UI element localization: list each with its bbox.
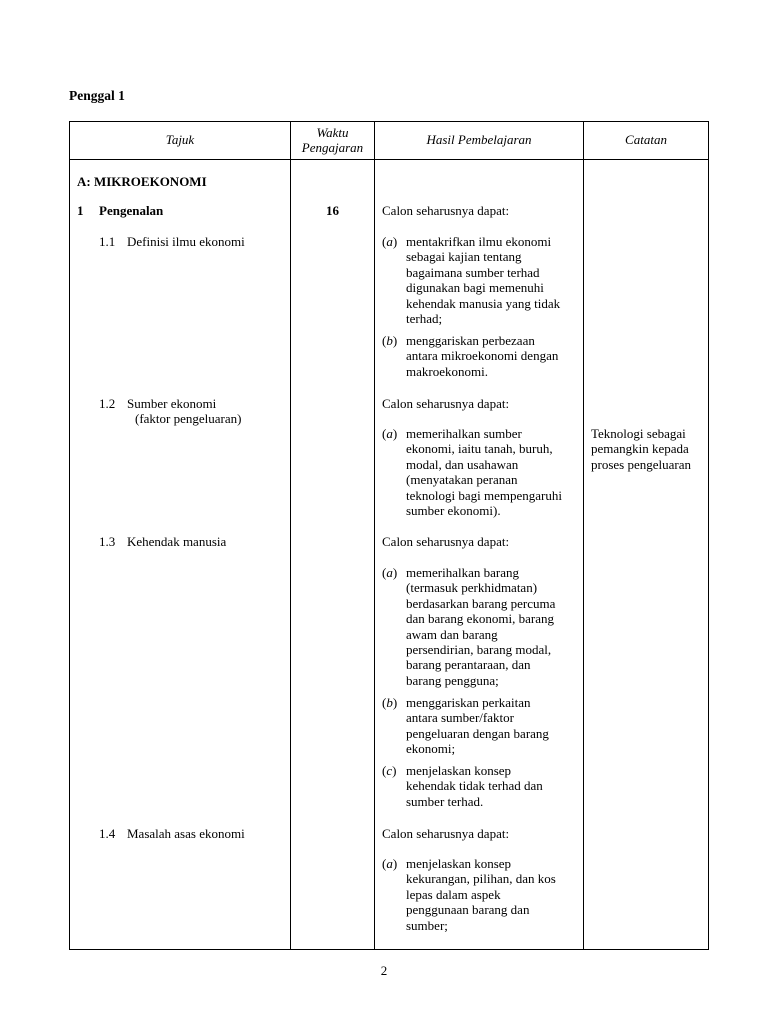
outcome-item: memerihalkan sumber ekonomi, iaitu tanah, buruh, modal, dan usahawan (menyatakan peranan teknologi bagi mempengaruhi sumber ekonomi). [406,426,562,519]
header-outcome: Hasil Pembelajaran [426,132,532,147]
subtopic-title: Definisi ilmu ekonomi [127,234,245,249]
unit-number: 1 [77,203,84,218]
table-header-border [69,159,709,160]
column-divider-outcome [583,121,584,950]
table-right-border [708,121,709,950]
column-divider-topic [290,121,291,950]
column-divider-time [374,121,375,950]
unit-intro: Calon seharusnya dapat: [382,203,510,218]
header-time [291,125,374,155]
header-topic: Tajuk [165,132,195,147]
outcome-item: mentakrifkan ilmu ekonomi sebagai kajian tentang bagaimana sumber terhad digunakan bagi memenuhi kehendak manusia yang tidak terhad; [406,234,561,327]
page-title: Penggal 1 [69,88,125,103]
subtopic-number: 1.1 [99,234,116,249]
header-notes: Catatan [625,132,667,147]
item-label: (b) [382,695,398,710]
outcome-item: menjelaskan konsep kehendak tidak terhad dan sumber terhad. [406,763,543,809]
item-label: (a) [382,856,398,871]
subtopic-intro: Calon seharusnya dapat: [382,826,510,841]
item-label: (a) [382,234,398,249]
note-cell: Teknologi sebagai pemangkin kepada proses pengeluaran [591,426,691,472]
item-label: (a) [382,565,398,580]
outcome-item: menggariskan perbezaan antara mikroekonomi dengan makroekonomi. [406,333,559,379]
subtopic-number: 1.2 [99,396,116,411]
subtopic-title: Kehendak manusia [127,534,227,549]
header-time-line-2: Pengajaran [301,140,364,155]
item-label: (c) [382,763,397,778]
item-label: (b) [382,333,398,348]
subtopic-title: Sumber ekonomi (faktor pengeluaran) [127,396,242,427]
subtopic-title: Masalah asas ekonomi [127,826,245,841]
table-left-border [69,121,70,950]
subtopic-intro: Calon seharusnya dapat: [382,396,510,411]
unit-hours: 16 [326,203,339,218]
subtopic-number: 1.4 [99,826,116,841]
header-time-line-1: Waktu [316,125,349,140]
table-bottom-border [69,949,709,950]
subtopic-number: 1.3 [99,534,116,549]
item-label: (a) [382,426,398,441]
outcome-item: menggariskan perkaitan antara sumber/faktor pengeluaran dengan barang ekonomi; [406,695,549,757]
page-number: 2 [380,963,388,978]
outcome-item: menjelaskan konsep kekurangan, pilihan, dan kos lepas dalam aspek penggunaan barang dan sumber; [406,856,556,933]
unit-title: Pengenalan [99,203,164,218]
table-top-border [69,121,709,122]
section-heading: A: MIKROEKONOMI [77,174,207,189]
subtopic-intro: Calon seharusnya dapat: [382,534,510,549]
outcome-item: memerihalkan barang (termasuk perkhidmatan) berdasarkan barang percuma dan barang ekonomi, barang awam dan barang persendirian, barang modal, barang perantaraan, dan barang pengguna; [406,565,556,688]
